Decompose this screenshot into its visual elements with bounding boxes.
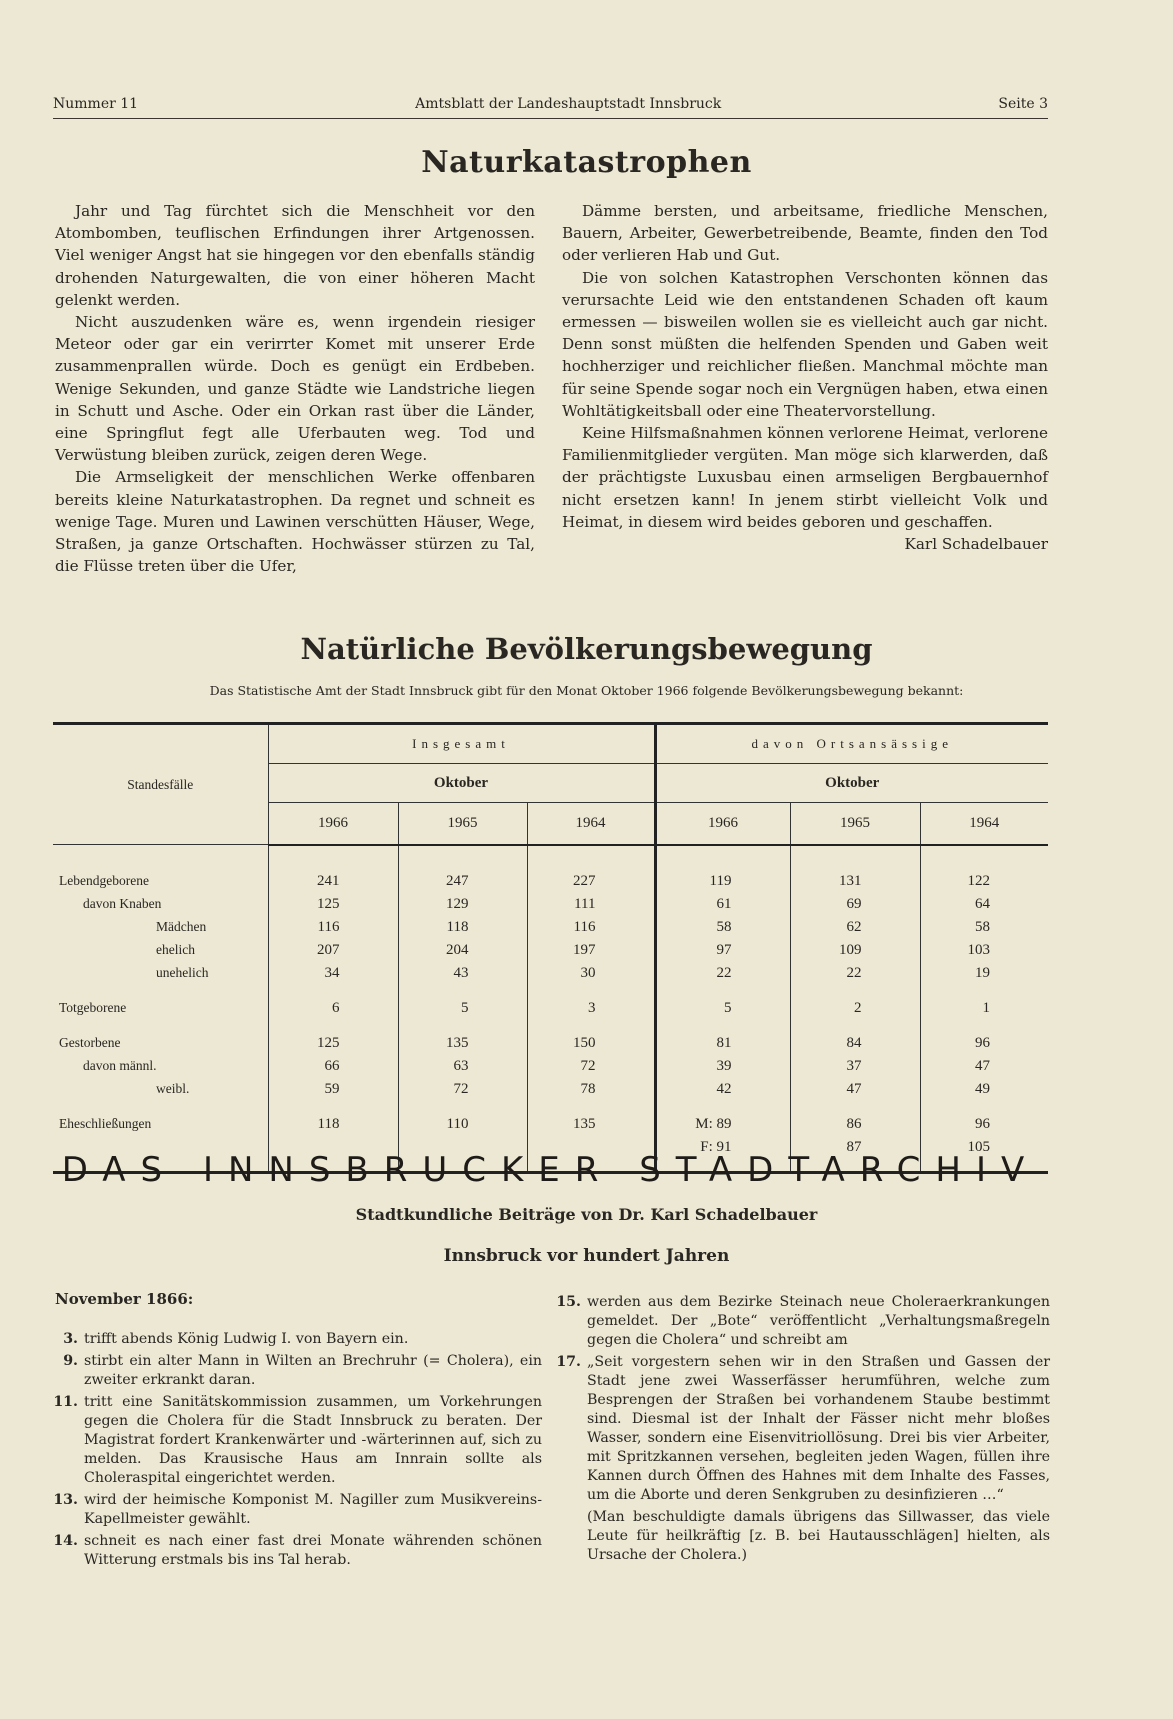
table-cell: 129 bbox=[398, 893, 527, 916]
table-cell: 204 bbox=[398, 939, 527, 962]
chronicle-entry bbox=[50, 1393, 542, 1488]
table-cell: 96 bbox=[920, 1113, 1048, 1136]
table-cell: 49 bbox=[920, 1078, 1048, 1101]
table-cell: 61 bbox=[655, 893, 790, 916]
chronicle-entry bbox=[50, 1491, 542, 1529]
day-number: 11. bbox=[53, 1394, 78, 1410]
table-cell: 47 bbox=[920, 1055, 1048, 1078]
year-header: 1965 bbox=[398, 803, 527, 845]
table-cell: 119 bbox=[655, 870, 790, 893]
article-title: Naturkatastrophen bbox=[421, 145, 752, 180]
table-cell: 5 bbox=[398, 997, 527, 1020]
spacer-row bbox=[53, 1020, 1048, 1032]
spacer-row bbox=[53, 985, 1048, 997]
table-row bbox=[53, 1078, 1048, 1101]
table-cell: 37 bbox=[790, 1055, 920, 1078]
table-row bbox=[53, 962, 1048, 985]
statistics-intro: Das Statistische Amt der Stadt Innsbruck gibt für den Monat Oktober 1966 folgende Bevölkerungsbewegung bekannt: bbox=[209, 683, 964, 698]
paragraph: Keine Hilfsmaßnahmen können verlorene Heimat, verlorene Familienmitglieder vergüten. Man möge sich klarwerden, daß der prächtigste Luxusbau einen armseligen Bergbauernhof nicht ersetzen kann! In jenem stirbt vielleicht Volk und Heimat, in diesem wird beides geboren und geschaffen. bbox=[562, 424, 1048, 531]
row-label: Totgeborene bbox=[59, 1000, 127, 1015]
chronicle-entry bbox=[50, 1352, 542, 1390]
table-cell: 47 bbox=[790, 1078, 920, 1101]
section-title: Innsbruck vor hundert Jahren bbox=[443, 1246, 730, 1266]
table-cell: 42 bbox=[655, 1078, 790, 1101]
table-cell: 34 bbox=[268, 962, 398, 985]
table-row bbox=[53, 1032, 1048, 1055]
table-cell: 62 bbox=[790, 916, 920, 939]
archive-title: DAS INNSBRUCKER STADTARCHIV bbox=[61, 1150, 1040, 1190]
row-header: Standesfälle bbox=[53, 724, 268, 845]
year-header: 1964 bbox=[920, 803, 1048, 845]
chronicle-entry bbox=[50, 1330, 542, 1349]
table-cell: 19 bbox=[920, 962, 1048, 985]
table-row bbox=[53, 997, 1048, 1020]
spacer-row bbox=[53, 1101, 1048, 1113]
table-cell: 118 bbox=[398, 916, 527, 939]
paragraph: Die von solchen Katastrophen Verschonten können das verursachte Leid wie den entstandenen Schaden oft kaum ermessen — bisweilen wollen sie es vielleicht auch gar nicht. Denn sonst müßten die helfenden Spenden und Gaben weit hochherziger und reichlicher fließen. Manchmal möchte man für seine Spende sogar noch ein Vergnügen haben, etwa einen Wohltätigkeitsball oder eine Theatervorstellung. bbox=[562, 268, 1048, 420]
row-label: Mädchen bbox=[156, 919, 207, 934]
table-cell: M: 89 bbox=[655, 1113, 790, 1136]
entry-text: wird der heimische Komponist M. Nagiller zum Musikvereins-Kapellmeister gewählt. bbox=[84, 1492, 542, 1527]
table-cell: 6 bbox=[268, 997, 398, 1020]
chronicle-entry bbox=[553, 1353, 1050, 1505]
chronicle-right-column bbox=[553, 1293, 1050, 1568]
table-cell: 78 bbox=[527, 1078, 655, 1101]
row-label: Eheschließungen bbox=[59, 1116, 152, 1131]
table-row bbox=[53, 939, 1048, 962]
table-cell: 111 bbox=[527, 893, 655, 916]
day-number: 13. bbox=[53, 1492, 78, 1508]
year-header: 1965 bbox=[790, 803, 920, 845]
entry-text: tritt eine Sanitätskommission zusammen, um Vorkehrungen gegen die Cholera für die Stadt Innsbruck zu beraten. Der Magistrat fordert Krankenwärter und -wärterinnen auf, sich zu melden. Das Krausische Haus am Innrain sollte als Choleraspital eingerichtet werden. bbox=[84, 1394, 542, 1486]
table-cell: 64 bbox=[920, 893, 1048, 916]
row-label: Gestorbene bbox=[59, 1035, 121, 1050]
table-row bbox=[53, 916, 1048, 939]
table-cell: 22 bbox=[790, 962, 920, 985]
row-label: weibl. bbox=[156, 1081, 190, 1096]
page-header bbox=[53, 96, 1048, 119]
paragraph: Dämme bersten, und arbeitsame, friedliche Menschen, Bauern, Arbeiter, Gewerbetreibende, Beamte, finden den Tod oder verlieren Hab und Gut. bbox=[562, 202, 1048, 265]
year-header: 1966 bbox=[655, 803, 790, 845]
author-signature: Karl Schadelbauer bbox=[904, 535, 1048, 554]
table-cell: 5 bbox=[655, 997, 790, 1020]
table-cell: 122 bbox=[920, 870, 1048, 893]
page-number: Seite 3 bbox=[998, 96, 1048, 112]
entry-text: werden aus dem Bezirke Steinach neue Choleraerkrankungen gemeldet. Der „Bote“ veröffentlicht „Verhaltungsmaßregeln gegen die Cholera“ und schreibt am bbox=[587, 1294, 1050, 1348]
table-cell: 116 bbox=[527, 916, 655, 939]
table-cell: 97 bbox=[655, 939, 790, 962]
row-label: ehelich bbox=[156, 942, 195, 957]
paragraph: Jahr und Tag fürchtet sich die Menschheit vor den Atombomben, teuflischen Erfindungen ihrer Artgenossen. Viel weniger Angst hat sie hingegen vor den ebenfalls ständig drohenden Naturgewalten, die von einer höheren Macht gelenkt werden. bbox=[55, 202, 535, 309]
group-header-total: Insgesamt bbox=[268, 724, 655, 764]
entry-text: „Seit vorgestern sehen wir in den Straßen und Gassen der Stadt jene zwei Wasserfässer herumführen, welche zum Besprengen der Straßen bei vorhandenem Staube bestimmt sind. Diesmal ist der Inhalt der Fässer nicht mehr bloßes Wasser, sondern eine Eisenvitriollösung. Drei bis vier Arbeiter, mit Spritzkannen versehen, begleiten jeden Wagen, füllen ihre Kannen durch Öffnen des Hahnes mit dem Inhalte des Fasses, um die Aborte und deren Senkgruben zu desinfizieren …“ bbox=[587, 1354, 1050, 1503]
archive-subtitle: Stadtkundliche Beiträge von Dr. Karl Schadelbauer bbox=[355, 1205, 818, 1224]
table-cell: 103 bbox=[920, 939, 1048, 962]
table-cell: 39 bbox=[655, 1055, 790, 1078]
year-header: 1966 bbox=[268, 803, 398, 845]
table-row bbox=[53, 1113, 1048, 1136]
row-label: unehelich bbox=[156, 965, 209, 980]
row-label: davon männl. bbox=[83, 1058, 157, 1073]
table-cell: 105 bbox=[920, 1136, 1048, 1159]
chronicle-left-column bbox=[50, 1330, 542, 1573]
table-cell: 72 bbox=[398, 1078, 527, 1101]
table-cell: 3 bbox=[527, 997, 655, 1020]
chronicle-entry bbox=[50, 1532, 542, 1570]
statistics-title: Natürliche Bevölkerungsbewegung bbox=[300, 632, 873, 666]
table-cell: 59 bbox=[268, 1078, 398, 1101]
day-number: 14. bbox=[53, 1533, 78, 1549]
table-cell: 135 bbox=[398, 1032, 527, 1055]
table-cell: 86 bbox=[790, 1113, 920, 1136]
table-cell: 207 bbox=[268, 939, 398, 962]
table-cell: 30 bbox=[527, 962, 655, 985]
year-header: 1964 bbox=[527, 803, 655, 845]
table-cell: 116 bbox=[268, 916, 398, 939]
table-cell: 66 bbox=[268, 1055, 398, 1078]
table-cell: 1 bbox=[920, 997, 1048, 1020]
table-cell: 197 bbox=[527, 939, 655, 962]
table-cell: 2 bbox=[790, 997, 920, 1020]
day-number: 17. bbox=[556, 1354, 581, 1370]
table-cell: 241 bbox=[268, 870, 398, 893]
publication-title: Amtsblatt der Landeshauptstadt Innsbruck bbox=[415, 96, 722, 112]
table-cell: 110 bbox=[398, 1113, 527, 1136]
article-left-column bbox=[55, 200, 535, 577]
entry-text: (Man beschuldigte damals übrigens das Sillwasser, das viele Leute für heilkräftig [z. B. bei Hautausschlägen] hielten, als Ursache der Cholera.) bbox=[587, 1509, 1050, 1563]
day-number: 15. bbox=[556, 1294, 581, 1310]
table-cell: F: 91 bbox=[655, 1136, 790, 1159]
table-cell: 43 bbox=[398, 962, 527, 985]
month-header: Oktober bbox=[655, 764, 1048, 803]
table-cell: 227 bbox=[527, 870, 655, 893]
table-cell: 109 bbox=[790, 939, 920, 962]
table-row bbox=[53, 893, 1048, 916]
table-cell: 63 bbox=[398, 1055, 527, 1078]
table-cell: 125 bbox=[268, 1032, 398, 1055]
table-cell: 131 bbox=[790, 870, 920, 893]
table-row bbox=[53, 870, 1048, 893]
day-number bbox=[553, 1508, 587, 1565]
table-cell: 72 bbox=[527, 1055, 655, 1078]
group-header-residents: davon Ortsansässige bbox=[655, 724, 1048, 764]
spacer-row bbox=[53, 845, 1048, 870]
chronicle-entry bbox=[553, 1508, 1050, 1565]
table-cell: 150 bbox=[527, 1032, 655, 1055]
table-row bbox=[53, 1055, 1048, 1078]
table-cell: 135 bbox=[527, 1113, 655, 1136]
table-cell: 118 bbox=[268, 1113, 398, 1136]
article-right-column bbox=[562, 200, 1048, 555]
table-cell: 125 bbox=[268, 893, 398, 916]
table-cell: 87 bbox=[790, 1136, 920, 1159]
table-cell: 247 bbox=[398, 870, 527, 893]
table-cell: 81 bbox=[655, 1032, 790, 1055]
row-label: davon Knaben bbox=[83, 896, 162, 911]
entry-text: schneit es nach einer fast drei Monate währenden schönen Witterung erstmals bis ins Tal herab. bbox=[84, 1533, 542, 1568]
month-header: Oktober bbox=[268, 764, 655, 803]
table-cell: 58 bbox=[655, 916, 790, 939]
day-number: 3. bbox=[63, 1331, 78, 1347]
table-cell: 96 bbox=[920, 1032, 1048, 1055]
month-heading: November 1866: bbox=[55, 1290, 194, 1308]
issue-number: Nummer 11 bbox=[53, 96, 139, 112]
row-label: Lebendgeborene bbox=[59, 873, 149, 888]
paragraph: Nicht auszudenken wäre es, wenn irgendein riesiger Meteor oder gar ein verirrter Komet mit unserer Erde zusammenprallen würde. Doch es genügt ein Erdbeben. Wenige Sekunden, und ganze Städte wie Landstriche liegen in Schutt und Asche. Oder ein Orkan rast über die Länder, eine Springflut fegt alle Uferbauten weg. Tod und Verwüstung bleiben zurück, zeigen deren Wege. bbox=[55, 313, 535, 465]
chronicle-entry bbox=[553, 1293, 1050, 1350]
entry-text: trifft abends König Ludwig I. von Bayern ein. bbox=[84, 1331, 409, 1347]
paragraph: Die Armseligkeit der menschlichen Werke offenbaren bereits kleine Naturkatastrophen. Da regnet und schneit es wenige Tage. Muren und Lawinen verschütten Häuser, Wege, Straßen, ja ganze Ortschaften. Hochwässer stürzen zu Tal, die Flüsse treten über die Ufer, bbox=[55, 468, 535, 576]
table-cell: 58 bbox=[920, 916, 1048, 939]
table-cell: 22 bbox=[655, 962, 790, 985]
table-cell: 69 bbox=[790, 893, 920, 916]
table-cell: 84 bbox=[790, 1032, 920, 1055]
entry-text: stirbt ein alter Mann in Wilten an Brechruhr (= Cholera), ein zweiter erkrankt daran. bbox=[84, 1353, 542, 1388]
day-number: 9. bbox=[63, 1353, 78, 1369]
population-table bbox=[53, 722, 1048, 1174]
